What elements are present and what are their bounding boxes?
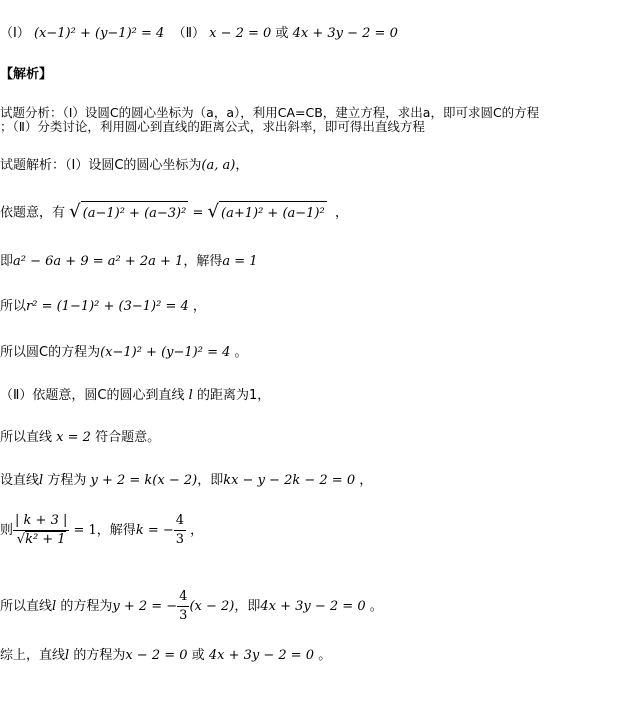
answer-part1-label: （Ⅰ） [0, 26, 30, 41]
k-lhs: k = − [135, 523, 174, 538]
analysis-line-2: ；（Ⅱ）分类讨论，利用圆心到直线的距离公式，求出斜率，即可得出直线方程 [0, 119, 425, 134]
eq-prefix: 依题意，有 [0, 205, 66, 221]
result-denominator: 3 [179, 608, 188, 623]
analysis-line-1: 试题分析：（Ⅰ）设圆C的圆心坐标为（a，a），利用CA=CB，建立方程，求出a，即可求圆C的方程 [0, 105, 540, 120]
final-line [0, 648, 331, 664]
circle-prefix: 所以圆C的方程为 [0, 345, 101, 360]
analysis-heading: 【解析】 [0, 67, 53, 82]
answer-or: 或 [275, 26, 289, 41]
eq-end: ， [334, 205, 348, 221]
solution-intro [0, 158, 248, 174]
set-equation-1: y + 2 = k(x − 2) [90, 473, 198, 488]
result-eq-rhs: (x − 2) [189, 599, 235, 614]
line-x2 [0, 430, 160, 446]
radical-equation-line [0, 200, 348, 226]
simplify-result: a = 1 [222, 254, 258, 269]
final-equation-b: 4x + 3y − 2 = 0 [208, 648, 315, 663]
answer-part2-label: （Ⅱ） [172, 26, 205, 41]
distance-numerator: | k + 3 | [13, 512, 69, 531]
simplify-mid: ，解得 [183, 254, 223, 269]
final-line-symbol: l [65, 648, 70, 663]
radical-left: √ (a−1)² + (a−3)² [69, 200, 188, 226]
radius-equation: r² = (1−1)² + (3−1)² = 4 [26, 299, 189, 314]
simplify-prefix: 即 [0, 254, 14, 269]
result-numerator: 4 [177, 588, 189, 607]
final-prefix: 综上，直线 [0, 648, 66, 663]
radius-end: ， [192, 299, 206, 314]
line-x2-equation: x = 2 [56, 430, 91, 445]
part2-intro-line [0, 388, 270, 404]
part2-intro-text: （Ⅱ）依题意，圆C的圆心到直线 [0, 388, 185, 403]
simplify-line [0, 254, 258, 270]
line-x2-end: 符合题意。 [95, 430, 161, 445]
result-line [0, 588, 383, 625]
circle-equation: (x−1)² + (y−1)² = 4 [100, 345, 231, 360]
radical-left-body: (a−1)² + (a−3)² [81, 201, 189, 226]
radical-right: √ (a+1)² + (a−1)² [208, 200, 327, 226]
distance-fraction: $\frac{| k + 3 |}{\text{√k² + 1}}$ [15, 513, 68, 547]
circle-end: 。 [234, 345, 248, 360]
set-line-symbol: l [39, 473, 44, 488]
distance-mid: ，解得 [96, 523, 136, 538]
answer-line [0, 26, 398, 42]
result-end: 。 [369, 599, 383, 614]
result-mid: 的方程为 [60, 599, 113, 614]
k-numerator: 4 [174, 512, 186, 531]
result-fraction [177, 588, 189, 625]
then-prefix: 则 [0, 523, 14, 538]
radius-prefix: 所以 [0, 299, 27, 314]
set-mid: 方程为 [47, 473, 87, 488]
part2-line-symbol: l [188, 388, 193, 403]
solution-intro-end: ， [235, 158, 249, 173]
result-prefix: 所以直线 [0, 599, 53, 614]
circle-line [0, 345, 248, 361]
part2-intro-end: 的距离为1， [196, 388, 271, 403]
result-line-symbol: l [52, 599, 57, 614]
final-equation-a: x − 2 = 0 [125, 648, 188, 663]
solution-intro-text: 试题解析：（Ⅰ）设圆C的圆心坐标为 [0, 158, 202, 173]
set-mid-2: ，即 [197, 473, 224, 488]
distance-equals: = 1 [73, 523, 97, 538]
eq-equals: = [192, 205, 204, 221]
radius-line [0, 299, 206, 315]
set-end: ， [359, 473, 373, 488]
answer-part1-equation: (x−1)² + (y−1)² = 4 [33, 26, 165, 41]
k-end: ， [190, 523, 204, 538]
answer-part2-equation-b: 4x + 3y − 2 = 0 [292, 26, 398, 41]
answer-part2-equation-a: x − 2 = 0 [209, 26, 272, 41]
distance-denominator: k² + 1 [25, 532, 66, 547]
line-x2-prefix: 所以直线 [0, 430, 53, 445]
k-fraction [174, 512, 186, 549]
radical-right-body: (a+1)² + (a−1)² [219, 201, 327, 226]
set-line [0, 473, 372, 489]
distance-line [0, 512, 203, 549]
k-denominator: 3 [175, 532, 185, 547]
result-mid-2: ，即 [234, 599, 261, 614]
set-equation-2: kx − y − 2k − 2 = 0 [223, 473, 356, 488]
result-equation-2: 4x + 3y − 2 = 0 [260, 599, 366, 614]
set-prefix: 设直线 [0, 473, 40, 488]
final-mid: 的方程为 [73, 648, 126, 663]
simplify-equation: a² − 6a + 9 = a² + 2a + 1 [13, 254, 184, 269]
solution-center-coord: (a, a) [201, 158, 236, 173]
result-eq-lhs: y + 2 = − [112, 599, 178, 614]
final-or: 或 [191, 648, 205, 663]
final-end: 。 [318, 648, 332, 663]
